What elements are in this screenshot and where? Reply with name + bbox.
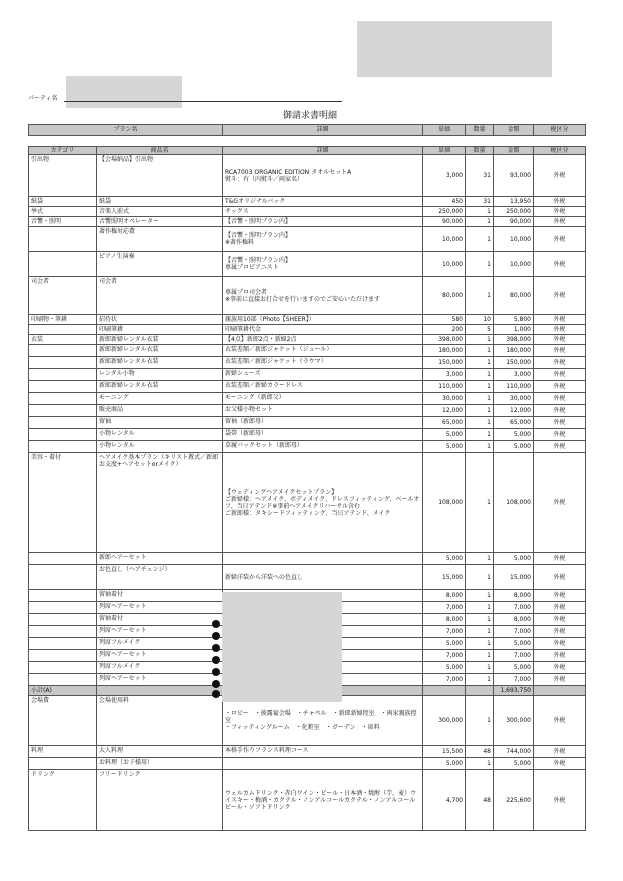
qty-cell: 1 [466, 602, 494, 614]
category-cell: 紙袋 [29, 197, 97, 207]
qty-cell: 1 [466, 369, 494, 381]
tax-cell: 外税 [534, 325, 586, 335]
item-cell: フリードリンク [97, 770, 223, 831]
table-row [29, 565, 586, 590]
item-cell [97, 686, 223, 696]
tax-cell: 外税 [534, 626, 586, 638]
item-cell: 新郎ヘアーセット [97, 553, 223, 565]
amount-cell: 744,000 [494, 746, 534, 758]
tax-cell: 外税 [534, 393, 586, 405]
detail-cell: T&Gオリジナルバック [223, 197, 423, 207]
price-cell: 5,000 [423, 441, 466, 453]
price-cell: 398,000 [423, 335, 466, 345]
price-cell: 90,000 [423, 217, 466, 227]
table-row [29, 553, 586, 565]
price-cell: 4,700 [423, 770, 466, 831]
amount-cell: 7,000 [494, 674, 534, 686]
redacted-block-top-right [357, 21, 552, 77]
tax-cell: 外税 [534, 405, 586, 417]
detail-cell: 専属プロ司会者 ※事前に直接お打合せを行いますのでご安心いただけます [223, 277, 423, 315]
category-cell: 印刷物・筆耕 [29, 315, 97, 325]
amount-cell: 5,000 [494, 638, 534, 650]
category-cell [29, 638, 97, 650]
qty-cell: 1 [466, 638, 494, 650]
detail-cell: 親族用10部（Photo【SHEER】） [223, 315, 423, 325]
amount-cell: 15,000 [494, 565, 534, 590]
col-detail: 詳細 [223, 147, 423, 155]
item-cell: 招待状 [97, 315, 223, 325]
qty-cell: 48 [466, 746, 494, 758]
tax-cell: 外税 [534, 590, 586, 602]
item-cell: 新郎新婦レンタル衣装 [97, 357, 223, 369]
category-cell [29, 417, 97, 429]
qty-cell: 1 [466, 227, 494, 252]
item-cell: レンタル小物 [97, 369, 223, 381]
qty-cell: 1 [466, 417, 494, 429]
amount-cell: 7,000 [494, 626, 534, 638]
price-cell: 5,000 [423, 638, 466, 650]
amount-cell: 300,000 [494, 696, 534, 746]
tax-cell: 外税 [534, 638, 586, 650]
summary-col-tax: 税区分 [534, 125, 586, 136]
category-cell [29, 674, 97, 686]
table-row [29, 429, 586, 441]
qty-cell: 5 [466, 325, 494, 335]
amount-cell: 1,693,750 [494, 686, 534, 696]
category-cell [29, 602, 97, 614]
category-cell [29, 614, 97, 626]
col-tax: 税区分 [534, 147, 586, 155]
item-cell: 留袖着付 [97, 590, 223, 602]
qty-cell: 1 [466, 674, 494, 686]
table-row [29, 207, 586, 217]
qty-cell: 31 [466, 197, 494, 207]
price-cell: 12,000 [423, 405, 466, 417]
col-qty: 数量 [466, 147, 494, 155]
amount-cell: 12,000 [494, 405, 534, 417]
category-cell [29, 565, 97, 590]
amount-cell: 65,000 [494, 417, 534, 429]
price-cell: 108,000 [423, 453, 466, 553]
amount-cell: 150,000 [494, 357, 534, 369]
category-cell [29, 405, 97, 417]
tax-cell: 外税 [534, 381, 586, 393]
price-cell: 110,000 [423, 381, 466, 393]
qty-cell: 1 [466, 441, 494, 453]
detail-cell: モーニング（新郎父） [223, 393, 423, 405]
category-cell [29, 345, 97, 357]
tax-cell: 外税 [534, 662, 586, 674]
price-cell: 8,000 [423, 590, 466, 602]
item-cell: お料理（お子様用） [97, 758, 223, 770]
redaction-dot [212, 656, 220, 664]
amount-cell: 5,000 [494, 758, 534, 770]
table-row [29, 770, 586, 831]
redaction-dot [212, 632, 220, 640]
tax-cell: 外税 [534, 453, 586, 553]
item-cell: 【会場納品】引出物 [97, 155, 223, 197]
party-name-underline [64, 101, 342, 102]
detail-cell: お父様小物セット [223, 405, 423, 417]
tax-cell: 外税 [534, 758, 586, 770]
table-row [29, 357, 586, 369]
table-row [29, 315, 586, 325]
item-cell: 音響照明オペレーター [97, 217, 223, 227]
tax-cell: 外税 [534, 357, 586, 369]
detail-cell: 【4点】新郎2点・新婦2点 [223, 335, 423, 345]
table-row [29, 227, 586, 252]
price-cell: 450 [423, 197, 466, 207]
table-row [29, 217, 586, 227]
amount-cell: 7,000 [494, 650, 534, 662]
category-cell [29, 662, 97, 674]
qty-cell: 31 [466, 155, 494, 197]
item-cell: ピアノ生演奏 [97, 252, 223, 277]
qty-cell: 1 [466, 393, 494, 405]
category-cell [29, 381, 97, 393]
category-cell: 挙式 [29, 207, 97, 217]
redacted-party-name [66, 76, 182, 108]
party-name-label: パーティ名 [28, 95, 58, 102]
tax-cell: 外税 [534, 155, 586, 197]
table-row [29, 417, 586, 429]
detail-cell: RCA7003 ORGANIC EDITION タオルセットA 熨斗：有（内熨斗／両家名） [223, 155, 423, 197]
tax-cell: 外税 [534, 277, 586, 315]
item-cell: 列席ヘアーセット [97, 626, 223, 638]
amount-cell: 80,000 [494, 277, 534, 315]
amount-cell: 13,950 [494, 197, 534, 207]
category-cell: 衣装 [29, 335, 97, 345]
detail-cell: 草履バックセット（新郎母） [223, 441, 423, 453]
table-row [29, 758, 586, 770]
redaction-dot [212, 644, 220, 652]
item-cell: 音楽人前式 [97, 207, 223, 217]
category-cell [29, 393, 97, 405]
detail-cell: 袋帯（新郎母） [223, 429, 423, 441]
tax-cell: 外税 [534, 369, 586, 381]
item-cell: 列席ヘアーセット [97, 674, 223, 686]
detail-cell: 衣装差額／新婦カラードレス [223, 381, 423, 393]
amount-cell: 398,000 [494, 335, 534, 345]
category-cell: 美容・着付 [29, 453, 97, 553]
amount-cell: 7,000 [494, 602, 534, 614]
price-cell: 15,000 [423, 565, 466, 590]
summary-col-plan: プラン名 [29, 125, 223, 136]
category-cell [29, 650, 97, 662]
detail-cell: 衣装差額／新郎ジャケット（ジュール） [223, 345, 423, 357]
detail-cell: 衣装差額／新郎ジャケット（ラウマ） [223, 357, 423, 369]
item-cell: ヘアメイク基本プラン（キリスト教式／新郎お支度+ヘアセットorメイク） [97, 453, 223, 553]
amount-cell: 110,000 [494, 381, 534, 393]
category-cell: 引出物 [29, 155, 97, 197]
tax-cell [534, 686, 586, 696]
amount-cell: 250,000 [494, 207, 534, 217]
amount-cell: 1,000 [494, 325, 534, 335]
col-category: カテゴリ [29, 147, 97, 155]
table-row [29, 325, 586, 335]
qty-cell: 1 [466, 405, 494, 417]
item-cell: 新郎新婦レンタル衣装 [97, 335, 223, 345]
tax-cell: 外税 [534, 441, 586, 453]
redaction-dot [212, 680, 220, 688]
price-cell: 7,000 [423, 674, 466, 686]
item-cell: 著作権対応費 [97, 227, 223, 252]
tax-cell: 外税 [534, 674, 586, 686]
detail-table [28, 146, 586, 831]
tax-cell: 外税 [534, 553, 586, 565]
tax-cell: 外税 [534, 650, 586, 662]
col-price: 単価 [423, 147, 466, 155]
summary-col-detail: 詳細 [223, 125, 423, 136]
qty-cell: 1 [466, 217, 494, 227]
qty-cell: 1 [466, 614, 494, 626]
price-cell: 7,000 [423, 626, 466, 638]
col-item: 商品名 [97, 147, 223, 155]
table-row [29, 277, 586, 315]
amount-cell: 8,000 [494, 590, 534, 602]
price-cell [423, 686, 466, 696]
price-cell: 8,000 [423, 614, 466, 626]
price-cell: 3,000 [423, 369, 466, 381]
summary-col-amount: 金額 [494, 125, 534, 136]
amount-cell: 10,000 [494, 252, 534, 277]
table-row [29, 393, 586, 405]
price-cell: 250,000 [423, 207, 466, 217]
qty-cell: 1 [466, 453, 494, 553]
amount-cell: 5,000 [494, 662, 534, 674]
redaction-dot [212, 668, 220, 676]
qty-cell: 10 [466, 315, 494, 325]
qty-cell: 1 [466, 207, 494, 217]
item-cell: 小物レンタル [97, 441, 223, 453]
item-cell: 列席フルメイク [97, 638, 223, 650]
category-cell: 料理 [29, 746, 97, 758]
qty-cell: 1 [466, 758, 494, 770]
item-cell: 販売商品 [97, 405, 223, 417]
tax-cell: 外税 [534, 614, 586, 626]
redaction-dot [212, 690, 220, 698]
qty-cell: 1 [466, 381, 494, 393]
qty-cell: 1 [466, 565, 494, 590]
amount-cell: 5,000 [494, 553, 534, 565]
price-cell: 80,000 [423, 277, 466, 315]
col-amount: 金額 [494, 147, 534, 155]
detail-header-row [29, 147, 586, 155]
category-cell [29, 357, 97, 369]
category-cell [29, 553, 97, 565]
detail-cell: 【音響・照明プラン内】 専属プロピアニスト [223, 252, 423, 277]
item-cell: 会場使用料 [97, 696, 223, 746]
qty-cell: 48 [466, 770, 494, 831]
tax-cell: 外税 [534, 227, 586, 252]
price-cell: 65,000 [423, 417, 466, 429]
tax-cell: 外税 [534, 429, 586, 441]
table-row [29, 381, 586, 393]
detail-cell: 【ウェディングヘアメイクセットプラン】 ご新婦様：ヘアメイク、ボディメイク、ドレスフィッティング、ベールオフ、当日アテンド※事前ヘアメイクリハーサル含む ご新郎様：タキシードフィッティング、当日アテンド、メイク [223, 453, 423, 553]
table-row [29, 746, 586, 758]
category-cell: 音響・照明 [29, 217, 97, 227]
category-cell [29, 227, 97, 252]
category-cell [29, 252, 97, 277]
qty-cell [466, 686, 494, 696]
detail-cell: ウェルカムドリンク・赤白ワイン・ビール・日本酒・焼酎（芋、麦）ウイスキー・梅酒・カクテル・ノンアルコールカクテル・ノンアルコールビール・ソフトドリンク [223, 770, 423, 831]
price-cell: 580 [423, 315, 466, 325]
price-cell: 30,000 [423, 393, 466, 405]
price-cell: 5,000 [423, 758, 466, 770]
amount-cell: 10,000 [494, 227, 534, 252]
price-cell: 10,000 [423, 227, 466, 252]
detail-cell: 印刷筆耕代金 [223, 325, 423, 335]
category-cell: 司会者 [29, 277, 97, 315]
item-cell: モーニング [97, 393, 223, 405]
table-row [29, 197, 586, 207]
amount-cell: 5,000 [494, 441, 534, 453]
tax-cell: 外税 [534, 602, 586, 614]
qty-cell: 1 [466, 590, 494, 602]
summary-header-row [29, 125, 586, 136]
amount-cell: 5,000 [494, 429, 534, 441]
price-cell: 10,000 [423, 252, 466, 277]
tax-cell: 外税 [534, 746, 586, 758]
price-cell: 180,000 [423, 345, 466, 357]
table-row [29, 155, 586, 197]
category-cell [29, 626, 97, 638]
price-cell: 15,500 [423, 746, 466, 758]
tax-cell: 外税 [534, 197, 586, 207]
detail-cell [223, 758, 423, 770]
price-cell: 150,000 [423, 357, 466, 369]
category-cell: 会場費 [29, 696, 97, 746]
item-cell: 大人料理 [97, 746, 223, 758]
tax-cell: 外税 [534, 252, 586, 277]
detail-cell: 【音響・照明プラン内】 [223, 217, 423, 227]
price-cell: 3,000 [423, 155, 466, 197]
item-cell: 印刷筆耕 [97, 325, 223, 335]
item-cell: 新郎新婦レンタル衣装 [97, 345, 223, 357]
detail-cell: 新婦洋装から洋装への色直し [223, 565, 423, 590]
amount-cell: 90,000 [494, 217, 534, 227]
summary-col-qty: 数量 [466, 125, 494, 136]
item-cell: 司会者 [97, 277, 223, 315]
amount-cell: 225,600 [494, 770, 534, 831]
tax-cell: 外税 [534, 335, 586, 345]
table-row [29, 405, 586, 417]
qty-cell: 1 [466, 277, 494, 315]
detail-cell: 本格手作りフランス料理コース [223, 746, 423, 758]
item-cell: お色直し（ヘアチェンジ） [97, 565, 223, 590]
category-cell [29, 590, 97, 602]
qty-cell: 1 [466, 650, 494, 662]
tax-cell: 外税 [534, 565, 586, 590]
price-cell: 7,000 [423, 650, 466, 662]
qty-cell: 1 [466, 357, 494, 369]
table-row [29, 335, 586, 345]
price-cell: 5,000 [423, 429, 466, 441]
amount-cell: 93,000 [494, 155, 534, 197]
tax-cell: 外税 [534, 417, 586, 429]
table-row [29, 441, 586, 453]
tax-cell: 外税 [534, 207, 586, 217]
table-row [29, 345, 586, 357]
item-cell: 紙袋 [97, 197, 223, 207]
detail-cell: サックス [223, 207, 423, 217]
detail-cell: 【音響・照明プラン内】 ※著作権料 [223, 227, 423, 252]
tax-cell: 外税 [534, 315, 586, 325]
category-cell [29, 441, 97, 453]
table-row [29, 369, 586, 381]
tax-cell: 外税 [534, 217, 586, 227]
qty-cell: 1 [466, 345, 494, 357]
table-row [29, 453, 586, 553]
item-cell: 留袖着付 [97, 614, 223, 626]
tax-cell: 外税 [534, 345, 586, 357]
redacted-detail-cells [222, 592, 342, 702]
amount-cell: 8,000 [494, 614, 534, 626]
qty-cell: 1 [466, 429, 494, 441]
detail-cell: 留袖（新郎母） [223, 417, 423, 429]
qty-cell: 1 [466, 662, 494, 674]
redaction-dot [212, 620, 220, 628]
category-cell [29, 325, 97, 335]
category-cell [29, 758, 97, 770]
price-cell: 7,000 [423, 602, 466, 614]
item-cell: 列席ヘアーセット [97, 650, 223, 662]
amount-cell: 3,000 [494, 369, 534, 381]
amount-cell: 108,000 [494, 453, 534, 553]
amount-cell: 5,800 [494, 315, 534, 325]
qty-cell: 1 [466, 252, 494, 277]
detail-cell: 新婦シューズ [223, 369, 423, 381]
table-row [29, 252, 586, 277]
price-cell: 200 [423, 325, 466, 335]
tax-cell: 外税 [534, 696, 586, 746]
detail-cell [223, 553, 423, 565]
item-cell: 列席ヘアーセット [97, 602, 223, 614]
item-cell: 留袖 [97, 417, 223, 429]
page-title: 御請求書明細 [282, 111, 337, 121]
qty-cell: 1 [466, 626, 494, 638]
category-cell: ドリンク [29, 770, 97, 831]
price-cell: 5,000 [423, 553, 466, 565]
qty-cell: 1 [466, 553, 494, 565]
detail-rows [29, 155, 586, 831]
item-cell: 列席フルメイク [97, 662, 223, 674]
item-cell: 小物レンタル [97, 429, 223, 441]
category-cell [29, 369, 97, 381]
price-cell: 300,000 [423, 696, 466, 746]
price-cell: 5,000 [423, 662, 466, 674]
qty-cell: 1 [466, 696, 494, 746]
amount-cell: 180,000 [494, 345, 534, 357]
category-cell [29, 429, 97, 441]
category-cell: 小計(A) [29, 686, 97, 696]
tax-cell: 外税 [534, 770, 586, 831]
table-row [29, 696, 586, 746]
item-cell: 新郎新婦レンタル衣装 [97, 381, 223, 393]
detail-cell: ・ロビー ・披露宴会場 ・チャペル ・新郎新婦控室 ・両家親族控室 ・フィッティングルーム ・化粧室 ・ガーデン ・席料 [223, 696, 423, 746]
qty-cell: 1 [466, 335, 494, 345]
amount-cell: 30,000 [494, 393, 534, 405]
summary-col-price: 単価 [423, 125, 466, 136]
summary-header-table [28, 124, 586, 136]
